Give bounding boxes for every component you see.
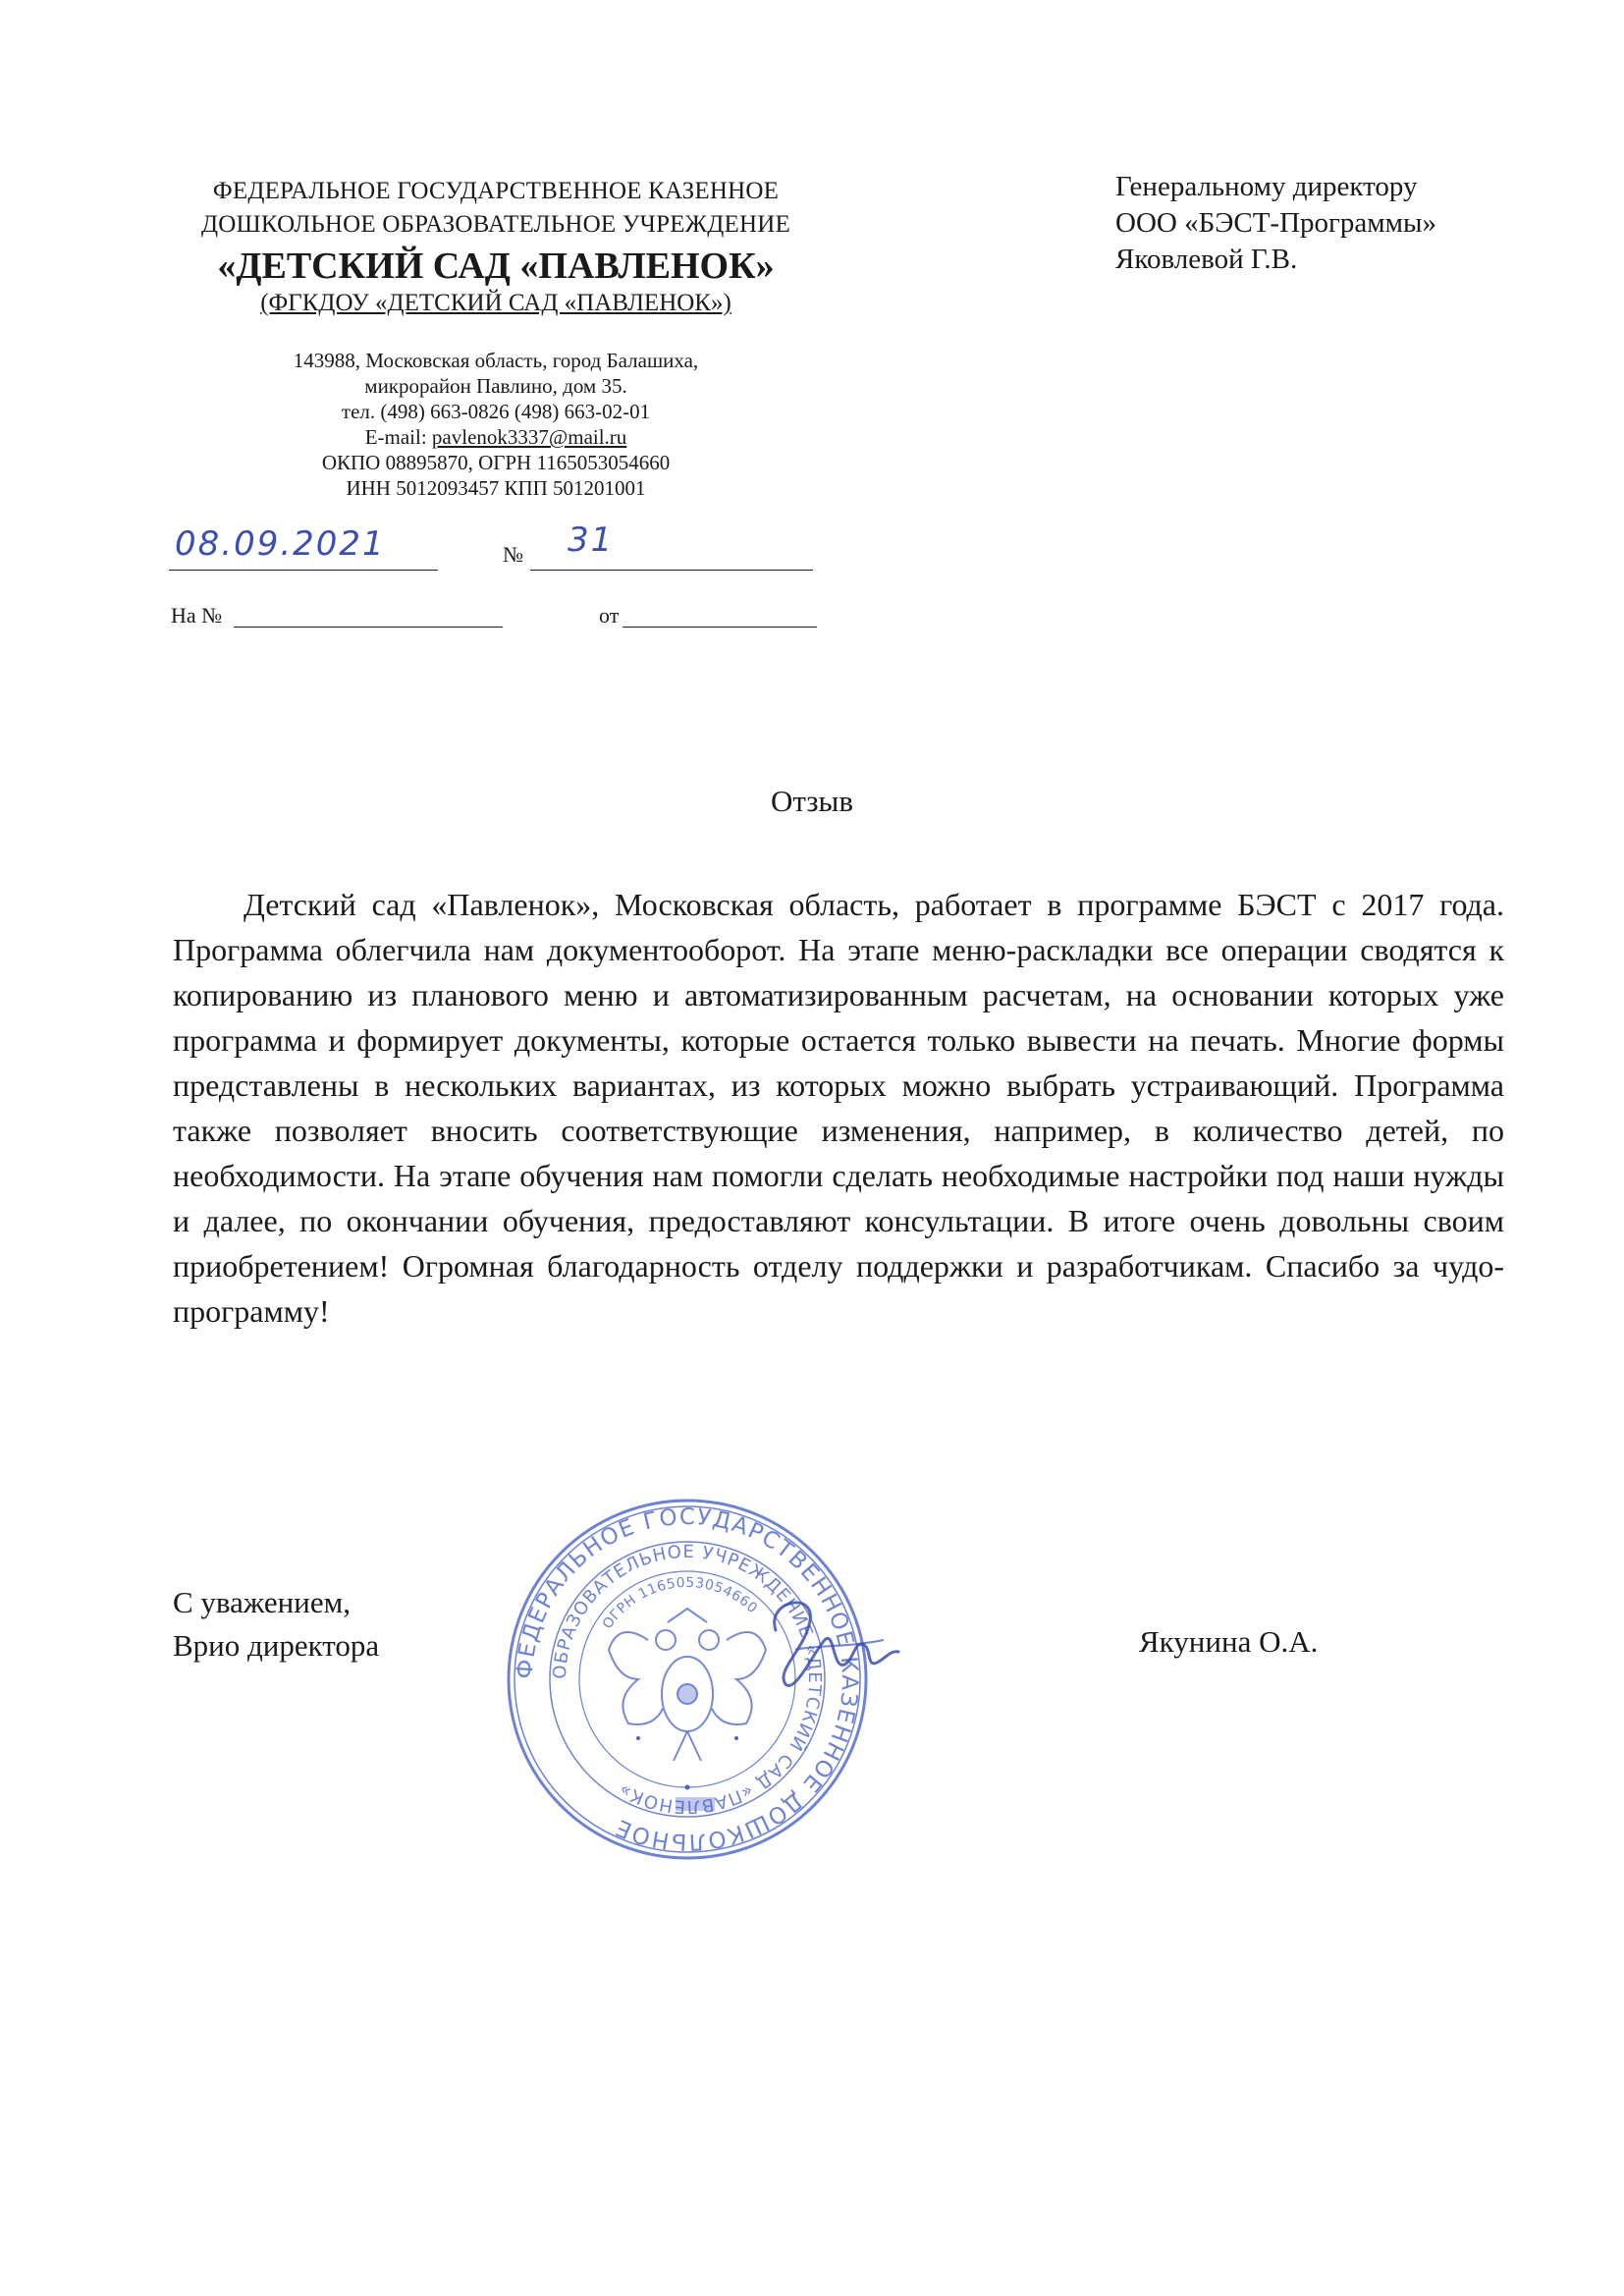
signer-name: Якунина О.А.: [1139, 1624, 1319, 1659]
letterhead: [157, 175, 835, 501]
reply-number-label: На №: [171, 603, 223, 628]
signer-position: Врио директора: [173, 1628, 380, 1663]
coat-of-arms-icon: [609, 1609, 766, 1761]
org-short-name: (ФГКДОУ «ДЕТСКИЙ САД «ПАВЛЕНОК»): [260, 290, 731, 316]
body-paragraph: Детский сад «Павленок», Московская область, работает в программе БЭСТ с 2017 года. Программа облегчила нам документооборот. На этапе меню-раскладки все операции сводятся к копированию из планового меню и автоматизированным расчетам, на основании которых уже программа и формирует документы, которые остается только вывести на печать. Многие формы представлены в нескольких вариантах, из которых можно выбрать устраивающий. Программа также позволяет вносить соответствующие изменения, например, в количество детей, по необходимости. На этапе обучения нам помогли сделать необходимые настройки под наши нужды и далее, по окончании обучения, предоставляют консультации. В итоге очень довольны своим приобретением! Огромная благодарность отделу поддержки и разработчикам. Спасибо за чудо-программу!: [173, 887, 1504, 1329]
email-label: E-mail:: [364, 425, 432, 449]
outgoing-date: 08.09.2021: [175, 524, 386, 564]
handwritten-signature: [756, 1591, 903, 1699]
outgoing-number: 31: [568, 520, 615, 560]
number-label: №: [503, 542, 523, 567]
date-underline: [169, 570, 438, 571]
phone-line: тел. (498) 663-0826 (498) 663-02-01: [341, 400, 651, 423]
number-underline: [530, 570, 813, 571]
email-line: [157, 424, 835, 450]
document-title: Отзыв: [770, 784, 854, 818]
addressee-line-3: Яковлевой Г.В.: [1115, 244, 1298, 275]
regards-line: С уважением,: [173, 1585, 351, 1619]
addressee: [1115, 169, 1436, 278]
reply-date-label: от: [599, 603, 620, 628]
closing-block: [173, 1581, 379, 1667]
okpo-ogrn-line: ОКПО 08895870, ОГРН 1165053054660: [321, 451, 671, 474]
addressee-line-2: ООО «БЭСТ-Программы»: [1115, 207, 1436, 239]
org-line-1: ФЕДЕРАЛЬНОЕ ГОСУДАРСТВЕННОЕ КАЗЕННОЕ: [212, 178, 780, 204]
email-link[interactable]: pavlenok3337@mail.ru: [431, 425, 627, 449]
inn-kpp-line: ИНН 5012093457 КПП 501201001: [346, 476, 646, 500]
stamp-ogrn-text: ОГРН 1165053054660: [599, 1574, 761, 1632]
address-line-1: 143988, Московская область, город Балашиха,: [293, 349, 699, 372]
reply-number-underline: [234, 627, 503, 628]
org-line-2: ДОШКОЛЬНОЕ ОБРАЗОВАТЕЛЬНОЕ УЧРЕЖДЕНИЕ: [201, 211, 790, 238]
org-name: «ДЕТСКИЙ САД «ПАВЛЕНОК»: [217, 246, 775, 287]
stamp-inner-text: ОБРАЗОВАТЕЛЬНОЕ УЧРЕЖДЕНИЕ «ДЕТСКИЙ САД «ПАВЛЕНОК»: [549, 1541, 826, 1818]
address-line-2: микрорайон Павлино, дом 35.: [364, 374, 627, 398]
addressee-line-1: Генеральному директору: [1115, 171, 1418, 202]
reply-date-underline: [623, 627, 817, 628]
stamp-outer-text: ФЕДЕРАЛЬНОЕ ГОСУДАРСТВЕННОЕ КАЗЕННОЕ ДОШКОЛЬНОЕ: [512, 1503, 863, 1855]
